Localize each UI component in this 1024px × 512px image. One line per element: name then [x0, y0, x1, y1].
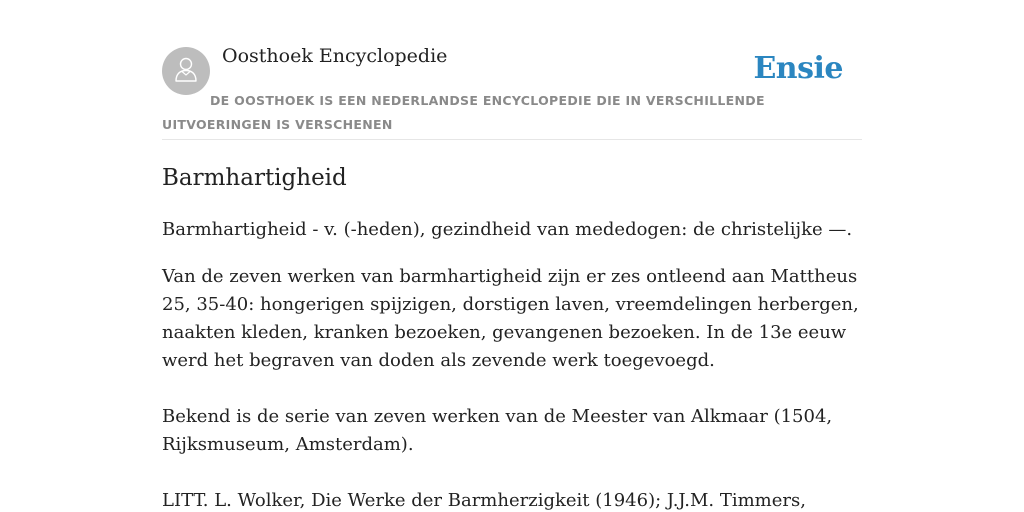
source-description: DE OOSTHOEK IS EEN NEDERLANDSE ENCYCLOPEDIE DIE IN VERSCHILLENDE UITVOERINGEN IS VERSCHENEN: [162, 93, 765, 132]
article: [162, 160, 862, 512]
article-title: Barmhartigheid: [162, 165, 347, 191]
user-icon: [171, 54, 201, 89]
source-header: [162, 0, 862, 140]
article-body: Van de zeven werken van barmhartigheid zijn er zes ontleend aan Mattheus 25, 35-40: hongerigen spijzigen, dorstigen laven, vreemdelingen herbergen, naakten kleden, kranken bezoeken, gevangenen bezoeken. In de 13e eeuw werd het begraven van doden als zevende werk toegevoegd. Bekend is de serie van zeven werken van de Meester van Alkmaar (1504, Rijksmuseum, Amsterdam). LITT. L. Wolker, Die Werke der Barmherzigkeit (1946); J.J.M. Timmers,: [162, 266, 859, 511]
article-definition: Barmhartigheid - v. (-heden), gezindheid van mededogen: de christelijke —.: [162, 219, 853, 240]
ensie-logo-link[interactable]: Ensie: [753, 51, 843, 86]
source-name-link[interactable]: Oosthoek Encyclopedie: [222, 45, 448, 67]
source-avatar[interactable]: [162, 47, 210, 95]
